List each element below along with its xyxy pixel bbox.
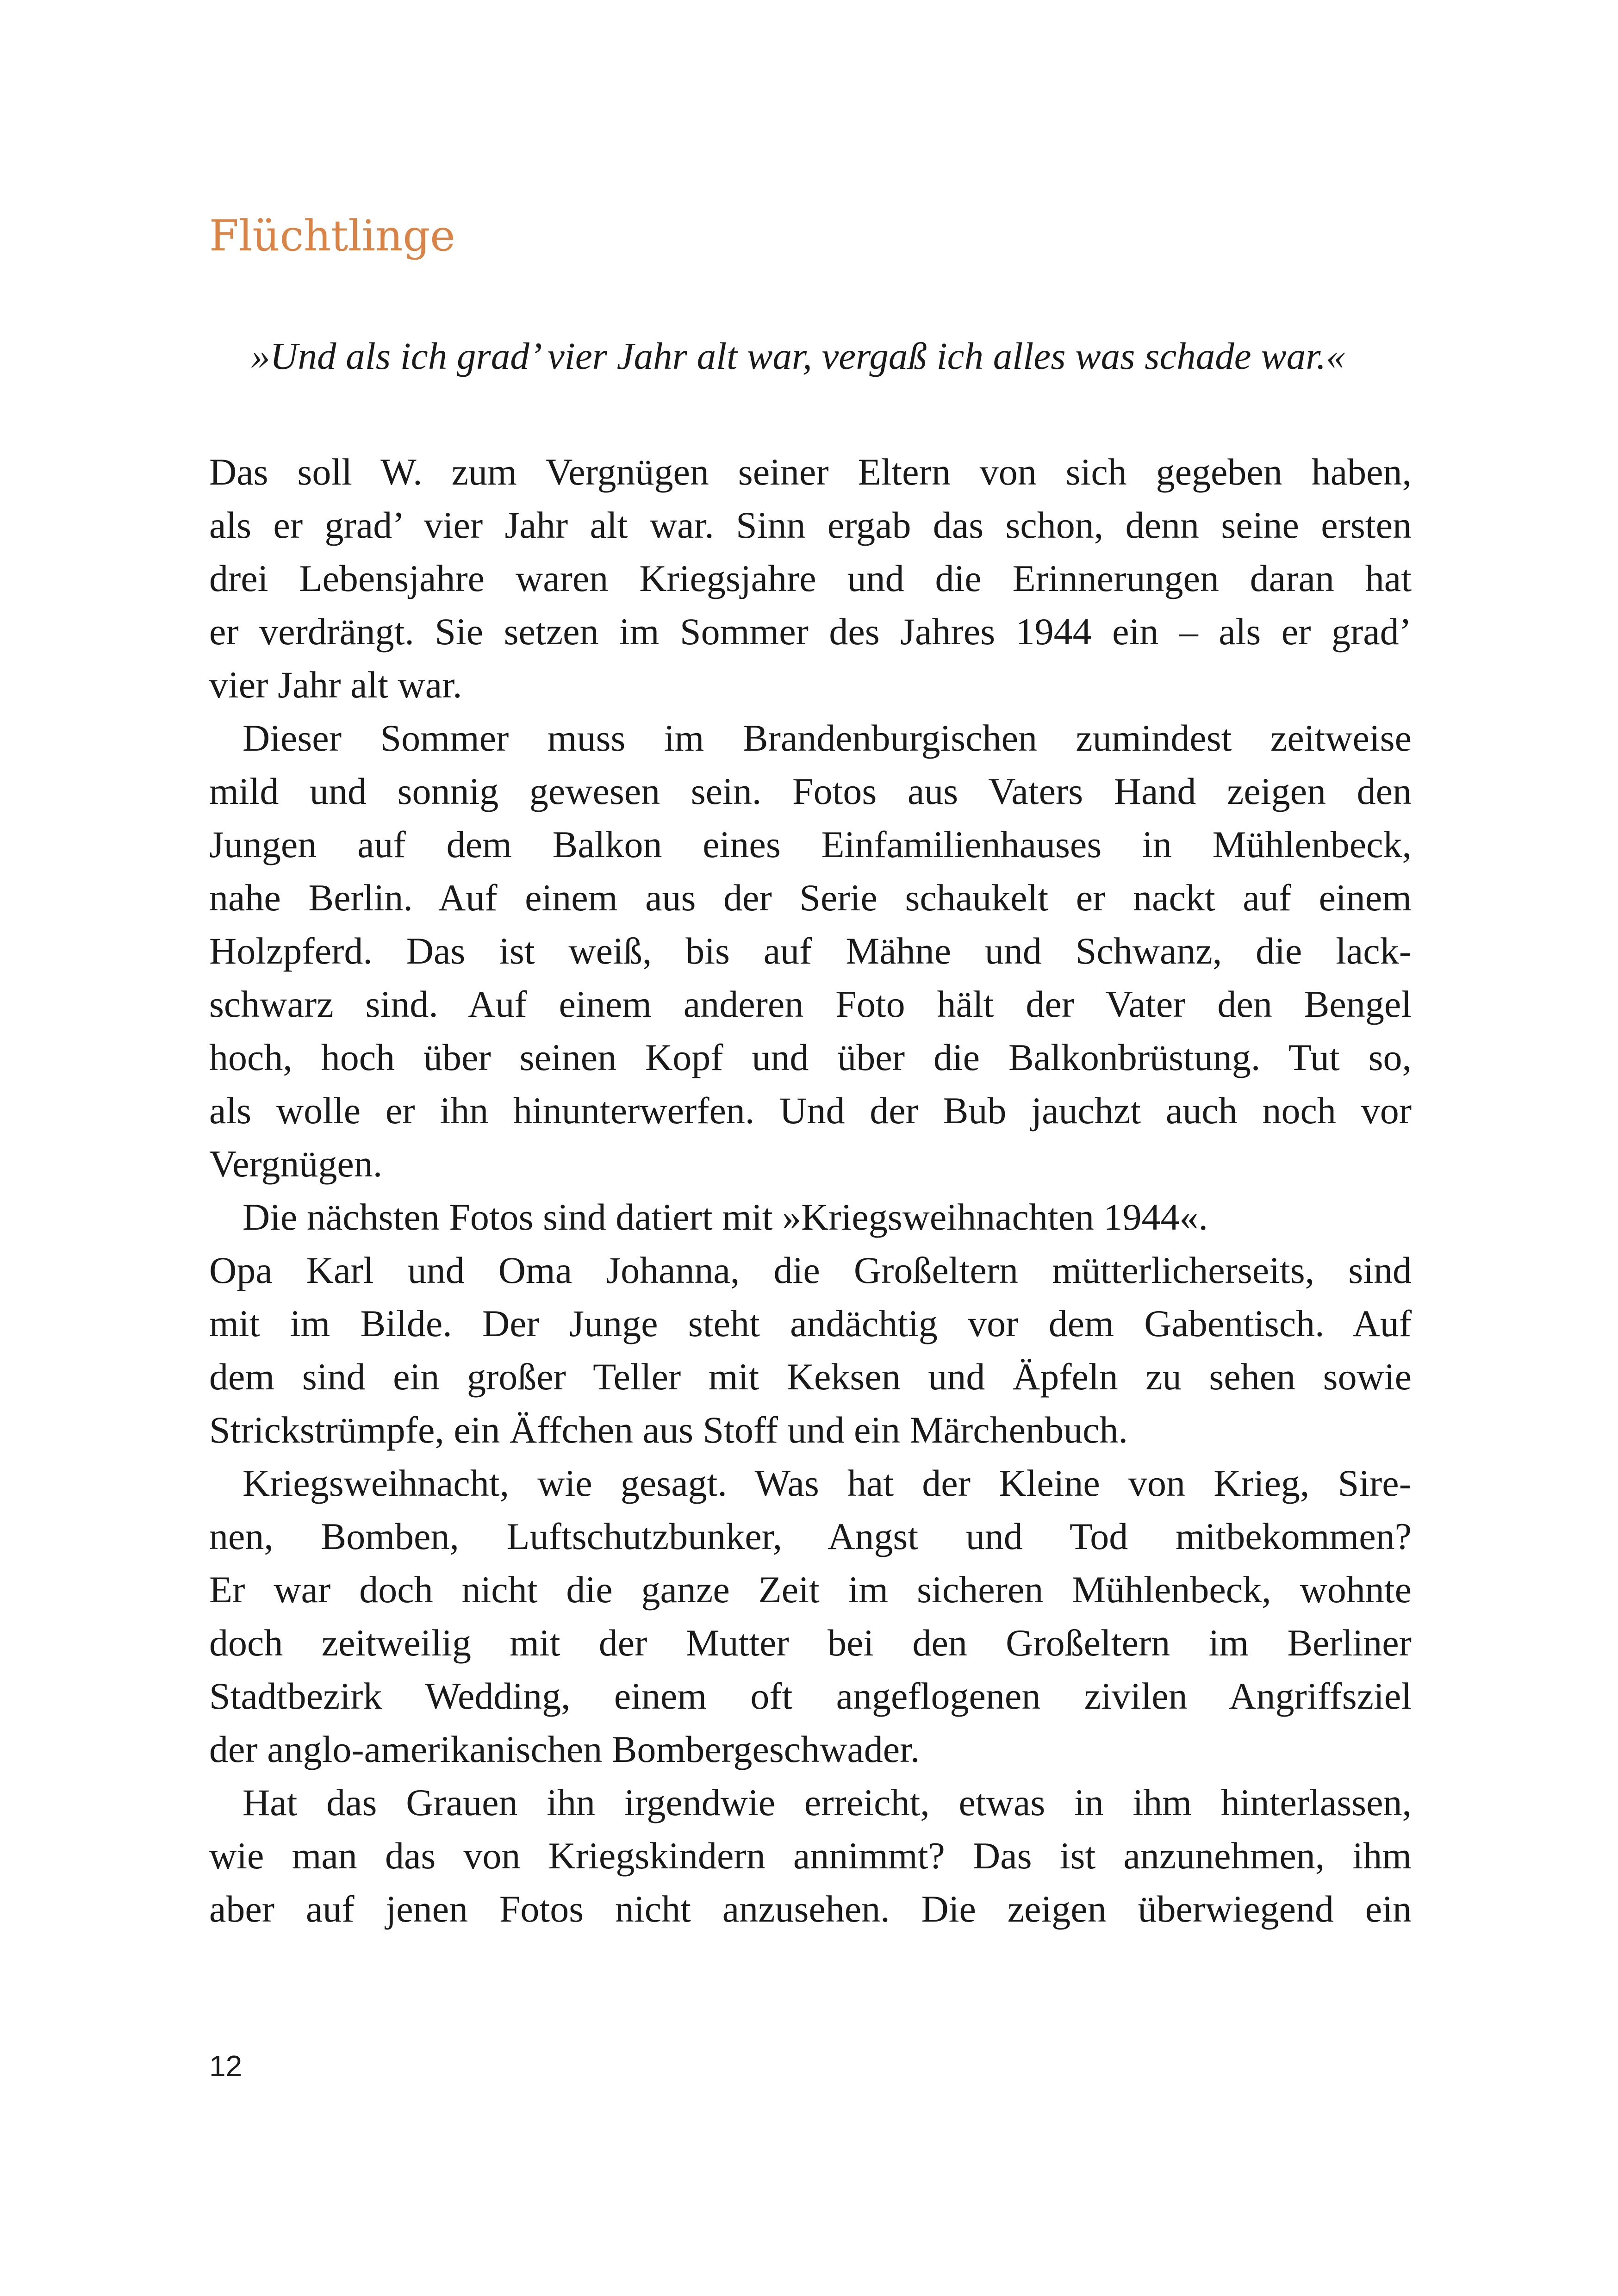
text-line: Stadtbezirk Wedding, einem oft angeflogenen zivilen Angriffsziel bbox=[209, 1675, 1412, 1717]
text-line: wie man das von Kriegskindern annimmt? Das ist anzunehmen, ihm bbox=[209, 1835, 1412, 1877]
text-line: mild und sonnig gewesen sein. Fotos aus Vaters Hand zeigen den bbox=[209, 770, 1412, 812]
text-line: dem sind ein großer Teller mit Keksen und Äpfeln zu sehen sowie bbox=[209, 1356, 1412, 1398]
text-line: vier Jahr alt war. bbox=[209, 664, 462, 706]
text-line: Das soll W. zum Vergnügen seiner Eltern von sich gegeben haben, bbox=[209, 451, 1412, 493]
epigraph-quote: »Und als ich grad’ vier Jahr alt war, vergaß ich alles was schade war.« bbox=[251, 335, 1345, 377]
text-line: er verdrängt. Sie setzen im Sommer des Jahres 1944 ein – als er grad’ bbox=[209, 610, 1412, 653]
text-line: Vergnügen. bbox=[209, 1143, 383, 1185]
text-line: Holzpferd. Das ist weiß, bis auf Mähne und Schwanz, die lack- bbox=[209, 930, 1412, 972]
text-line: als er grad’ vier Jahr alt war. Sinn ergab das schon, denn seine ersten bbox=[209, 504, 1412, 546]
chapter-title: Flüchtlinge bbox=[209, 211, 455, 261]
text-line: nen, Bomben, Luftschutzbunker, Angst und Tod mitbekommen? bbox=[209, 1515, 1412, 1557]
text-line: Er war doch nicht die ganze Zeit im sicheren Mühlenbeck, wohnte bbox=[209, 1568, 1412, 1611]
text-line: Dieser Sommer muss im Brandenburgischen zumindest zeitweise bbox=[243, 717, 1412, 759]
text-line: als wolle er ihn hinunterwerfen. Und der Bub jauchzt auch noch vor bbox=[209, 1089, 1412, 1132]
text-line: drei Lebensjahre waren Kriegsjahre und die Erinnerungen daran hat bbox=[209, 557, 1412, 599]
text-line: Opa Karl und Oma Johanna, die Großeltern mütterlicherseits, sind bbox=[209, 1249, 1412, 1291]
text-line: nahe Berlin. Auf einem aus der Serie schaukelt er nackt auf einem bbox=[209, 877, 1412, 919]
text-line: mit im Bilde. Der Junge steht andächtig vor dem Gabentisch. Auf bbox=[209, 1302, 1412, 1344]
text-line: Hat das Grauen ihn irgendwie erreicht, etwas in ihm hinterlassen, bbox=[243, 1781, 1412, 1823]
text-line: doch zeitweilig mit der Mutter bei den Großeltern im Berliner bbox=[209, 1622, 1412, 1664]
page-number: 12 bbox=[209, 2049, 243, 2083]
text-line: Jungen auf dem Balkon eines Einfamilienhauses in Mühlenbeck, bbox=[209, 823, 1412, 865]
text-line: Kriegsweihnacht, wie gesagt. Was hat der Kleine von Krieg, Sire- bbox=[243, 1462, 1412, 1504]
text-line: Strickstrümpfe, ein Äffchen aus Stoff und ein Märchenbuch. bbox=[209, 1409, 1128, 1451]
text-line: schwarz sind. Auf einem anderen Foto hält der Vater den Bengel bbox=[209, 983, 1412, 1025]
text-line: aber auf jenen Fotos nicht anzusehen. Die zeigen überwiegend ein bbox=[209, 1888, 1412, 1930]
body-text bbox=[209, 445, 1412, 1935]
text-line: Die nächsten Fotos sind datiert mit »Kriegsweihnachten 1944«. bbox=[243, 1196, 1208, 1238]
text-line: der anglo-amerikanischen Bombergeschwader. bbox=[209, 1728, 920, 1770]
text-line: hoch, hoch über seinen Kopf und über die Balkonbrüstung. Tut so, bbox=[209, 1036, 1412, 1078]
